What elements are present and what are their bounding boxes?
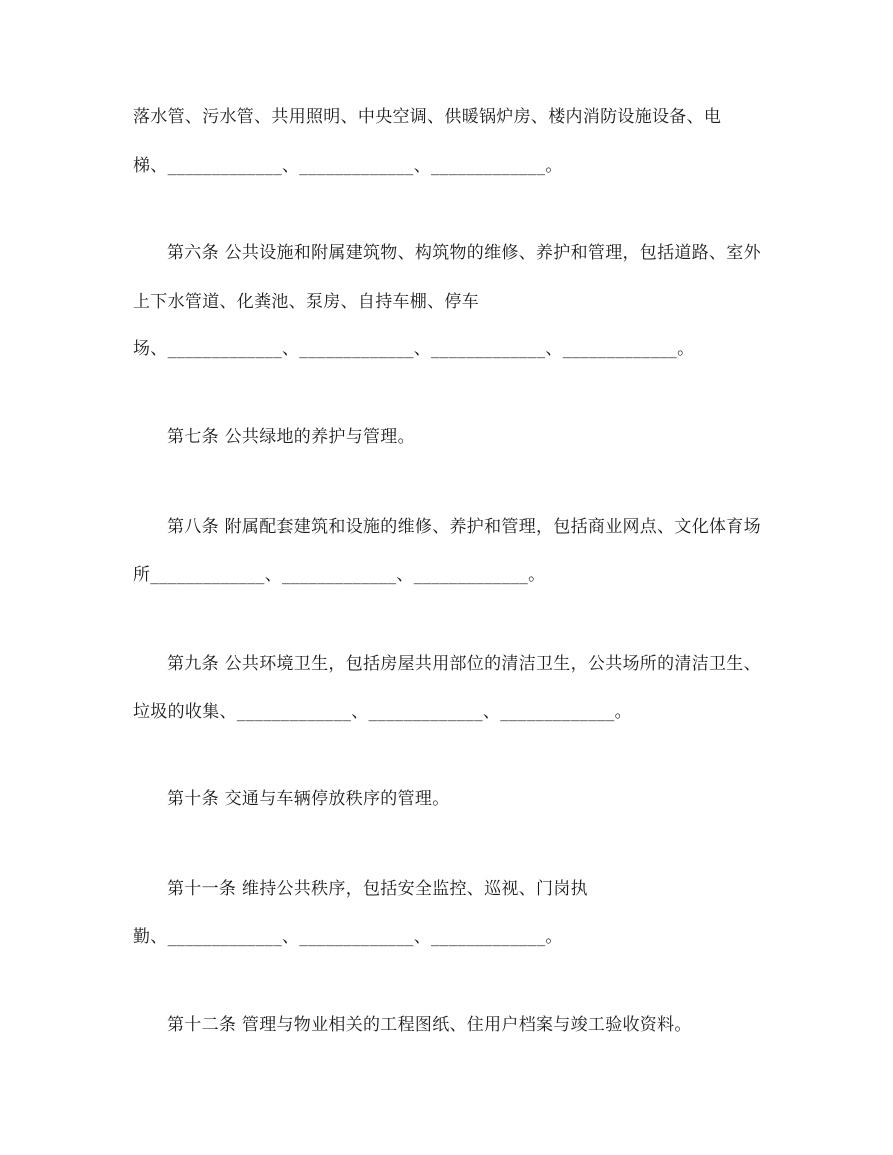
text-line-2: 梯、_____________、_____________、_____________。 <box>133 156 563 176</box>
text-line-1: 落水管、污水管、共用照明、中央空调、供暖锅炉房、楼内消防设施设备、电 <box>133 107 722 127</box>
article-6-line-2: 上下水管道、化粪池、泵房、自持车棚、停车 <box>133 292 479 312</box>
article-8-line-2: 所_____________、_____________、_____________。 <box>133 565 546 585</box>
article-6-line-3: 场、_____________、_____________、_____________、_____________。 <box>133 339 695 359</box>
article-10: 第十条 交通与车辆停放秩序的管理。 <box>167 789 450 809</box>
article-11-line-2: 勤、_____________、_____________、_____________。 <box>133 927 563 947</box>
article-12: 第十二条 管理与物业相关的工程图纸、住用户档案与竣工验收资料。 <box>167 1015 692 1035</box>
article-9-line-2: 垃圾的收集、_____________、_____________、_____________。 <box>133 702 632 722</box>
article-7: 第七条 公共绿地的养护与管理。 <box>167 427 415 447</box>
article-6-line-1: 第六条 公共设施和附属建筑物、构筑物的维修、养护和管理，包括道路、室外 <box>167 243 761 263</box>
article-9-line-1: 第九条 公共环境卫生，包括房屋共用部位的清洁卫生，公共场所的清洁卫生、 <box>167 654 761 674</box>
article-8-line-1: 第八条 附属配套建筑和设施的维修、养护和管理，包括商业网点、文化体育场 <box>167 517 761 537</box>
article-11-line-1: 第十一条 维持公共秩序，包括安全监控、巡视、门岗执 <box>167 879 588 899</box>
